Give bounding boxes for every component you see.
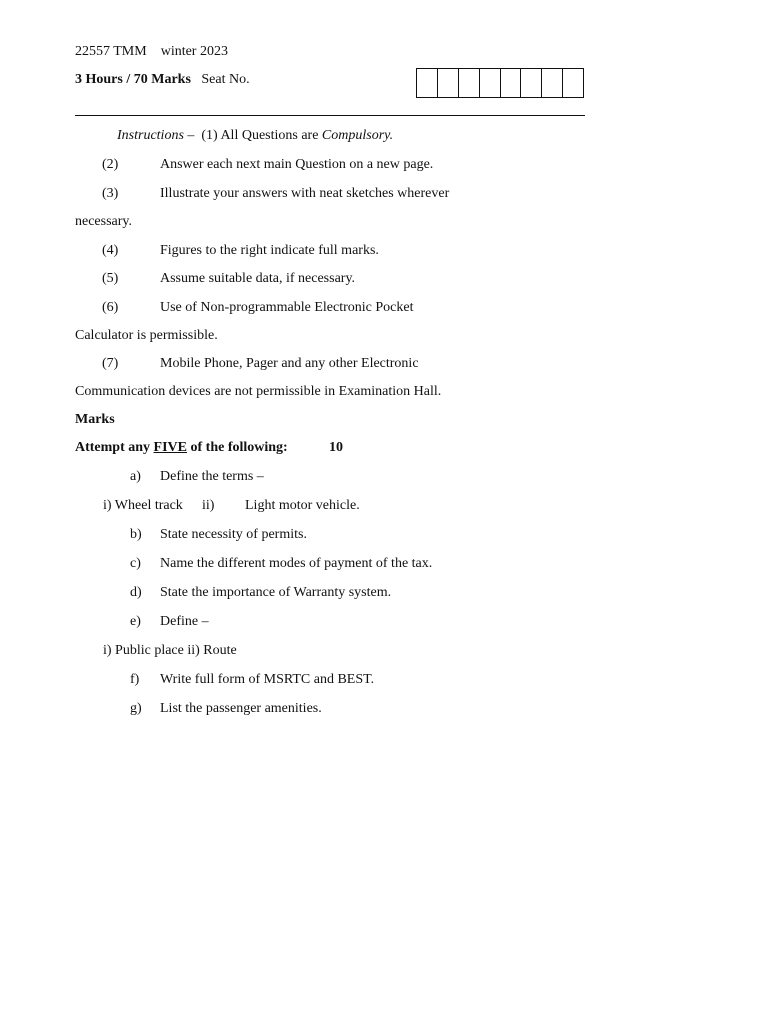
- question-marks: 10: [329, 440, 343, 455]
- seat-digit-box[interactable]: [480, 69, 501, 97]
- part-g-label: g): [130, 701, 142, 716]
- seat-digit-box[interactable]: [501, 69, 522, 97]
- instruction-4-num: (4): [102, 243, 119, 258]
- marks-label: Marks: [75, 412, 115, 427]
- part-c-text: Name the different modes of payment of the tax.: [160, 556, 433, 571]
- paper-code: 22557 TMM: [75, 44, 147, 59]
- part-a-sub-2-text: Light motor vehicle.: [245, 498, 360, 513]
- instructions-dash: –: [187, 128, 195, 143]
- seat-digit-box[interactable]: [417, 69, 438, 97]
- part-a-sub-2-num: ii): [202, 498, 215, 513]
- instruction-7-cont: Communication devices are not permissible in Examination Hall.: [75, 384, 442, 399]
- question-heading: [75, 439, 288, 457]
- instruction-6-cont: Calculator is permissible.: [75, 328, 218, 343]
- part-g-text: List the passenger amenities.: [160, 701, 322, 716]
- seat-digit-box[interactable]: [438, 69, 459, 97]
- part-b-label: b): [130, 527, 142, 542]
- instruction-3-num: (3): [102, 186, 119, 201]
- duration-marks: 3 Hours / 70 Marks: [75, 72, 191, 87]
- part-e-text: Define –: [160, 614, 209, 629]
- instruction-1: [117, 127, 393, 145]
- part-e-label: e): [130, 614, 141, 629]
- part-f-label: f): [130, 672, 140, 687]
- instruction-6-num: (6): [102, 300, 119, 315]
- instruction-7-text: Mobile Phone, Pager and any other Electronic: [160, 356, 419, 371]
- instruction-4-text: Figures to the right indicate full marks.: [160, 243, 379, 258]
- seat-number-label: Seat No.: [201, 72, 250, 87]
- instruction-2-num: (2): [102, 157, 119, 172]
- header-divider: [75, 115, 585, 116]
- seat-digit-box[interactable]: [459, 69, 480, 97]
- instruction-6-text: Use of Non-programmable Electronic Pocket: [160, 300, 414, 315]
- instruction-5-num: (5): [102, 271, 119, 286]
- part-f-text: Write full form of MSRTC and BEST.: [160, 672, 375, 687]
- seat-digit-box[interactable]: [563, 69, 583, 97]
- part-b-text: State necessity of permits.: [160, 527, 307, 542]
- instruction-1-emphasis: Compulsory.: [321, 128, 394, 143]
- duration-line: [75, 71, 250, 89]
- heading-prefix: Attempt any: [75, 440, 151, 455]
- heading-emphasis: FIVE: [153, 440, 187, 455]
- seat-number-boxes[interactable]: [416, 68, 584, 98]
- part-e-sub: i) Public place ii) Route: [103, 643, 237, 658]
- paper-code-line: [75, 43, 228, 61]
- part-d-text: State the importance of Warranty system.: [160, 585, 392, 600]
- instruction-1-text: (1) All Questions are: [201, 128, 319, 143]
- instruction-5-text: Assume suitable data, if necessary.: [160, 271, 356, 286]
- heading-suffix: of the following:: [190, 440, 288, 455]
- part-a-text: Define the terms –: [160, 469, 264, 484]
- instruction-2-text: Answer each next main Question on a new page.: [160, 157, 434, 172]
- seat-digit-box[interactable]: [542, 69, 563, 97]
- instruction-7-num: (7): [102, 356, 119, 371]
- part-d-label: d): [130, 585, 142, 600]
- exam-session: winter 2023: [160, 44, 228, 59]
- part-a-sub-1: i) Wheel track: [103, 498, 183, 513]
- instructions-label: Instructions: [117, 128, 184, 143]
- instruction-3-text: Illustrate your answers with neat sketches wherever: [160, 186, 450, 201]
- instruction-3-cont: necessary.: [75, 214, 133, 229]
- seat-digit-box[interactable]: [521, 69, 542, 97]
- part-a-label: a): [130, 469, 141, 484]
- part-c-label: c): [130, 556, 141, 571]
